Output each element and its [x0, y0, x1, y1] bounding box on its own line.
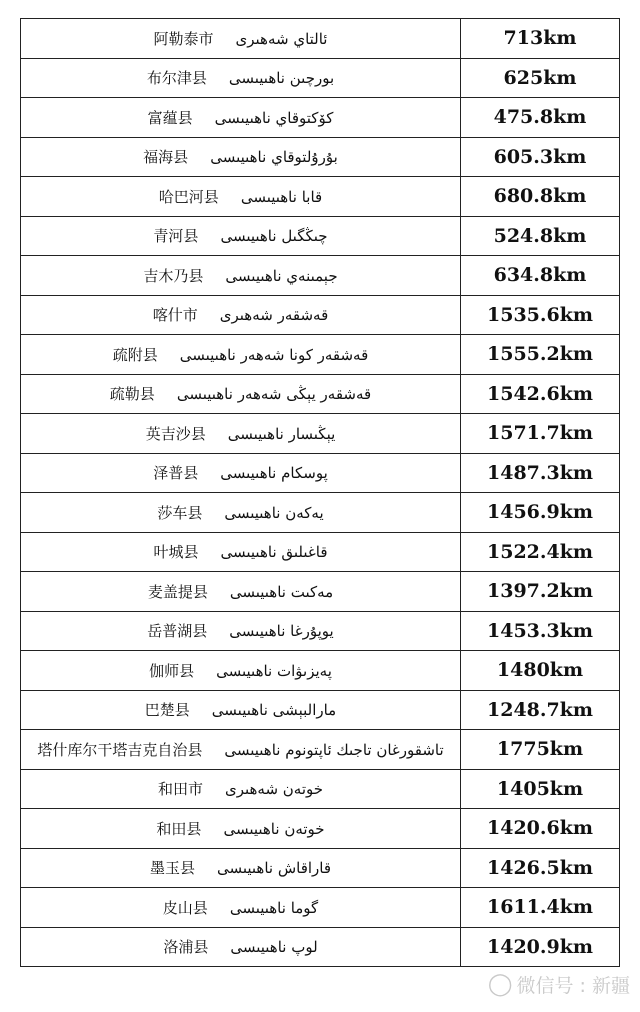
distance-cell: 713km — [461, 19, 620, 59]
place-name-uyghur: يوپۇرغا ناھىيىسى — [229, 622, 334, 641]
place-cell — [21, 651, 461, 691]
place-name-chinese: 岳普湖县 — [147, 622, 208, 641]
place-name-uyghur: جېمىنەي ناھىيىسى — [225, 266, 338, 285]
table-row — [21, 769, 620, 809]
table-row — [21, 58, 620, 98]
distance-cell: 605.3km — [461, 137, 620, 177]
place-cell — [21, 453, 461, 493]
table-row — [21, 374, 620, 414]
place-name-chinese: 疏勒县 — [109, 385, 155, 404]
distance-cell: 1405km — [461, 769, 620, 809]
place-cell — [21, 611, 461, 651]
place-name-uyghur: ئالتاي شەھىرى — [235, 29, 328, 48]
distance-cell: 1487.3km — [461, 453, 620, 493]
distance-cell: 1420.9km — [461, 927, 620, 967]
place-name-chinese: 皮山县 — [162, 898, 208, 917]
table-row — [21, 295, 620, 335]
table-body — [21, 19, 620, 967]
table-row — [21, 216, 620, 256]
place-name-uyghur: قەشقەر شەھىرى — [219, 306, 329, 325]
place-cell — [21, 532, 461, 572]
place-cell — [21, 809, 461, 849]
distance-cell: 1397.2km — [461, 572, 620, 612]
place-name-chinese: 哈巴河县 — [158, 187, 219, 206]
place-name-chinese: 莎车县 — [157, 503, 203, 522]
place-name-chinese: 塔什库尔干塔吉克自治县 — [37, 740, 203, 759]
table-row — [21, 98, 620, 138]
distance-cell: 1420.6km — [461, 809, 620, 849]
place-name-chinese: 洛浦县 — [163, 938, 209, 957]
table-row — [21, 690, 620, 730]
distance-cell: 1611.4km — [461, 888, 620, 928]
table-row — [21, 888, 620, 928]
distance-cell: 634.8km — [461, 256, 620, 296]
wechat-watermark — [488, 971, 630, 998]
table-row — [21, 19, 620, 59]
table-row — [21, 453, 620, 493]
place-name-uyghur: قاغىلىق ناھىيىسى — [220, 543, 328, 562]
place-name-chinese: 富蕴县 — [147, 108, 193, 127]
distance-cell: 1542.6km — [461, 374, 620, 414]
place-name-chinese: 吉木乃县 — [143, 266, 204, 285]
place-cell — [21, 216, 461, 256]
place-cell — [21, 888, 461, 928]
place-name-uyghur: يېڭىسار ناھىيىسى — [227, 424, 336, 443]
distance-cell: 1522.4km — [461, 532, 620, 572]
place-name-uyghur: قاراقاش ناھىيىسى — [216, 859, 332, 878]
distance-cell: 1571.7km — [461, 414, 620, 454]
place-name-chinese: 布尔津县 — [146, 69, 207, 88]
place-cell — [21, 19, 461, 59]
place-name-chinese: 巴楚县 — [144, 701, 190, 720]
place-name-uyghur: لوپ ناھىيىسى — [230, 938, 318, 957]
table-row — [21, 651, 620, 691]
distance-cell: 1535.6km — [461, 295, 620, 335]
table-row — [21, 809, 620, 849]
place-name-uyghur: پەيزىۋات ناھىيىسى — [216, 661, 332, 680]
place-cell — [21, 927, 461, 967]
place-cell — [21, 848, 461, 888]
table-row — [21, 335, 620, 375]
place-name-chinese: 阿勒泰市 — [153, 29, 214, 48]
place-name-uyghur: يەكەن ناھىيىسى — [224, 503, 324, 522]
place-name-uyghur: خوتەن ناھىيىسى — [223, 819, 325, 838]
place-name-chinese: 和田县 — [156, 819, 202, 838]
distance-table — [20, 18, 620, 967]
place-name-chinese: 麦盖提县 — [147, 582, 208, 601]
place-name-uyghur: گوما ناھىيىسى — [229, 898, 319, 917]
place-name-chinese: 英吉沙县 — [145, 424, 206, 443]
table-row — [21, 532, 620, 572]
place-name-chinese: 伽师县 — [149, 661, 195, 680]
place-name-chinese: 叶城县 — [153, 543, 199, 562]
place-name-uyghur: بۇرۇلتوقاي ناھىيىسى — [210, 148, 338, 167]
place-name-chinese: 泽普县 — [153, 464, 199, 483]
distance-cell: 1480km — [461, 651, 620, 691]
place-name-uyghur: مەكىت ناھىيىسى — [229, 582, 334, 601]
place-cell — [21, 769, 461, 809]
table-row — [21, 730, 620, 770]
place-cell — [21, 137, 461, 177]
place-cell — [21, 335, 461, 375]
distance-cell: 1426.5km — [461, 848, 620, 888]
table-row — [21, 414, 620, 454]
place-name-uyghur: چىڭگىل ناھىيىسى — [220, 227, 328, 246]
table-row — [21, 177, 620, 217]
place-cell — [21, 256, 461, 296]
place-cell — [21, 295, 461, 335]
distance-cell: 625km — [461, 58, 620, 98]
distance-cell: 1456.9km — [461, 493, 620, 533]
wechat-logo-icon: ◯ — [487, 972, 513, 997]
place-name-uyghur: مارالبېشى ناھىيىسى — [211, 701, 337, 720]
place-cell — [21, 730, 461, 770]
place-name-uyghur: قەشقەر كونا شەھەر ناھىيىسى — [179, 345, 369, 364]
table-row — [21, 493, 620, 533]
place-name-chinese: 福海县 — [143, 148, 189, 167]
table-row — [21, 137, 620, 177]
place-name-chinese: 疏附县 — [112, 345, 158, 364]
place-cell — [21, 493, 461, 533]
place-cell — [21, 374, 461, 414]
place-cell — [21, 58, 461, 98]
place-name-uyghur: خوتەن شەھىرى — [224, 780, 324, 799]
table-row — [21, 848, 620, 888]
place-name-uyghur: بورچىن ناھىيىسى — [228, 69, 335, 88]
distance-cell: 680.8km — [461, 177, 620, 217]
place-name-chinese: 墨玉县 — [149, 859, 195, 878]
table-row — [21, 256, 620, 296]
place-cell — [21, 690, 461, 730]
distance-cell: 1248.7km — [461, 690, 620, 730]
distance-cell: 1555.2km — [461, 335, 620, 375]
distance-cell: 1453.3km — [461, 611, 620, 651]
watermark-text: 微信号 : 新疆 — [516, 975, 630, 997]
table-row — [21, 927, 620, 967]
place-cell — [21, 98, 461, 138]
place-name-chinese: 喀什市 — [152, 306, 198, 325]
place-name-chinese: 和田市 — [157, 780, 203, 799]
place-name-uyghur: كۆكتوقاي ناھىيىسى — [214, 108, 334, 127]
place-name-uyghur: قەشقەر يېڭى شەھەر ناھىيىسى — [176, 385, 372, 404]
distance-cell: 524.8km — [461, 216, 620, 256]
place-name-uyghur: تاشقورغان تاجىك ئاپتونوم ناھىيىسى — [224, 740, 444, 759]
distance-cell: 1775km — [461, 730, 620, 770]
place-name-uyghur: قابا ناھىيىسى — [240, 187, 323, 206]
place-name-uyghur: پوسكام ناھىيىسى — [220, 464, 328, 483]
place-cell — [21, 572, 461, 612]
table-row — [21, 611, 620, 651]
place-name-chinese: 青河县 — [153, 227, 199, 246]
table-row — [21, 572, 620, 612]
place-cell — [21, 414, 461, 454]
place-cell — [21, 177, 461, 217]
distance-cell: 475.8km — [461, 98, 620, 138]
